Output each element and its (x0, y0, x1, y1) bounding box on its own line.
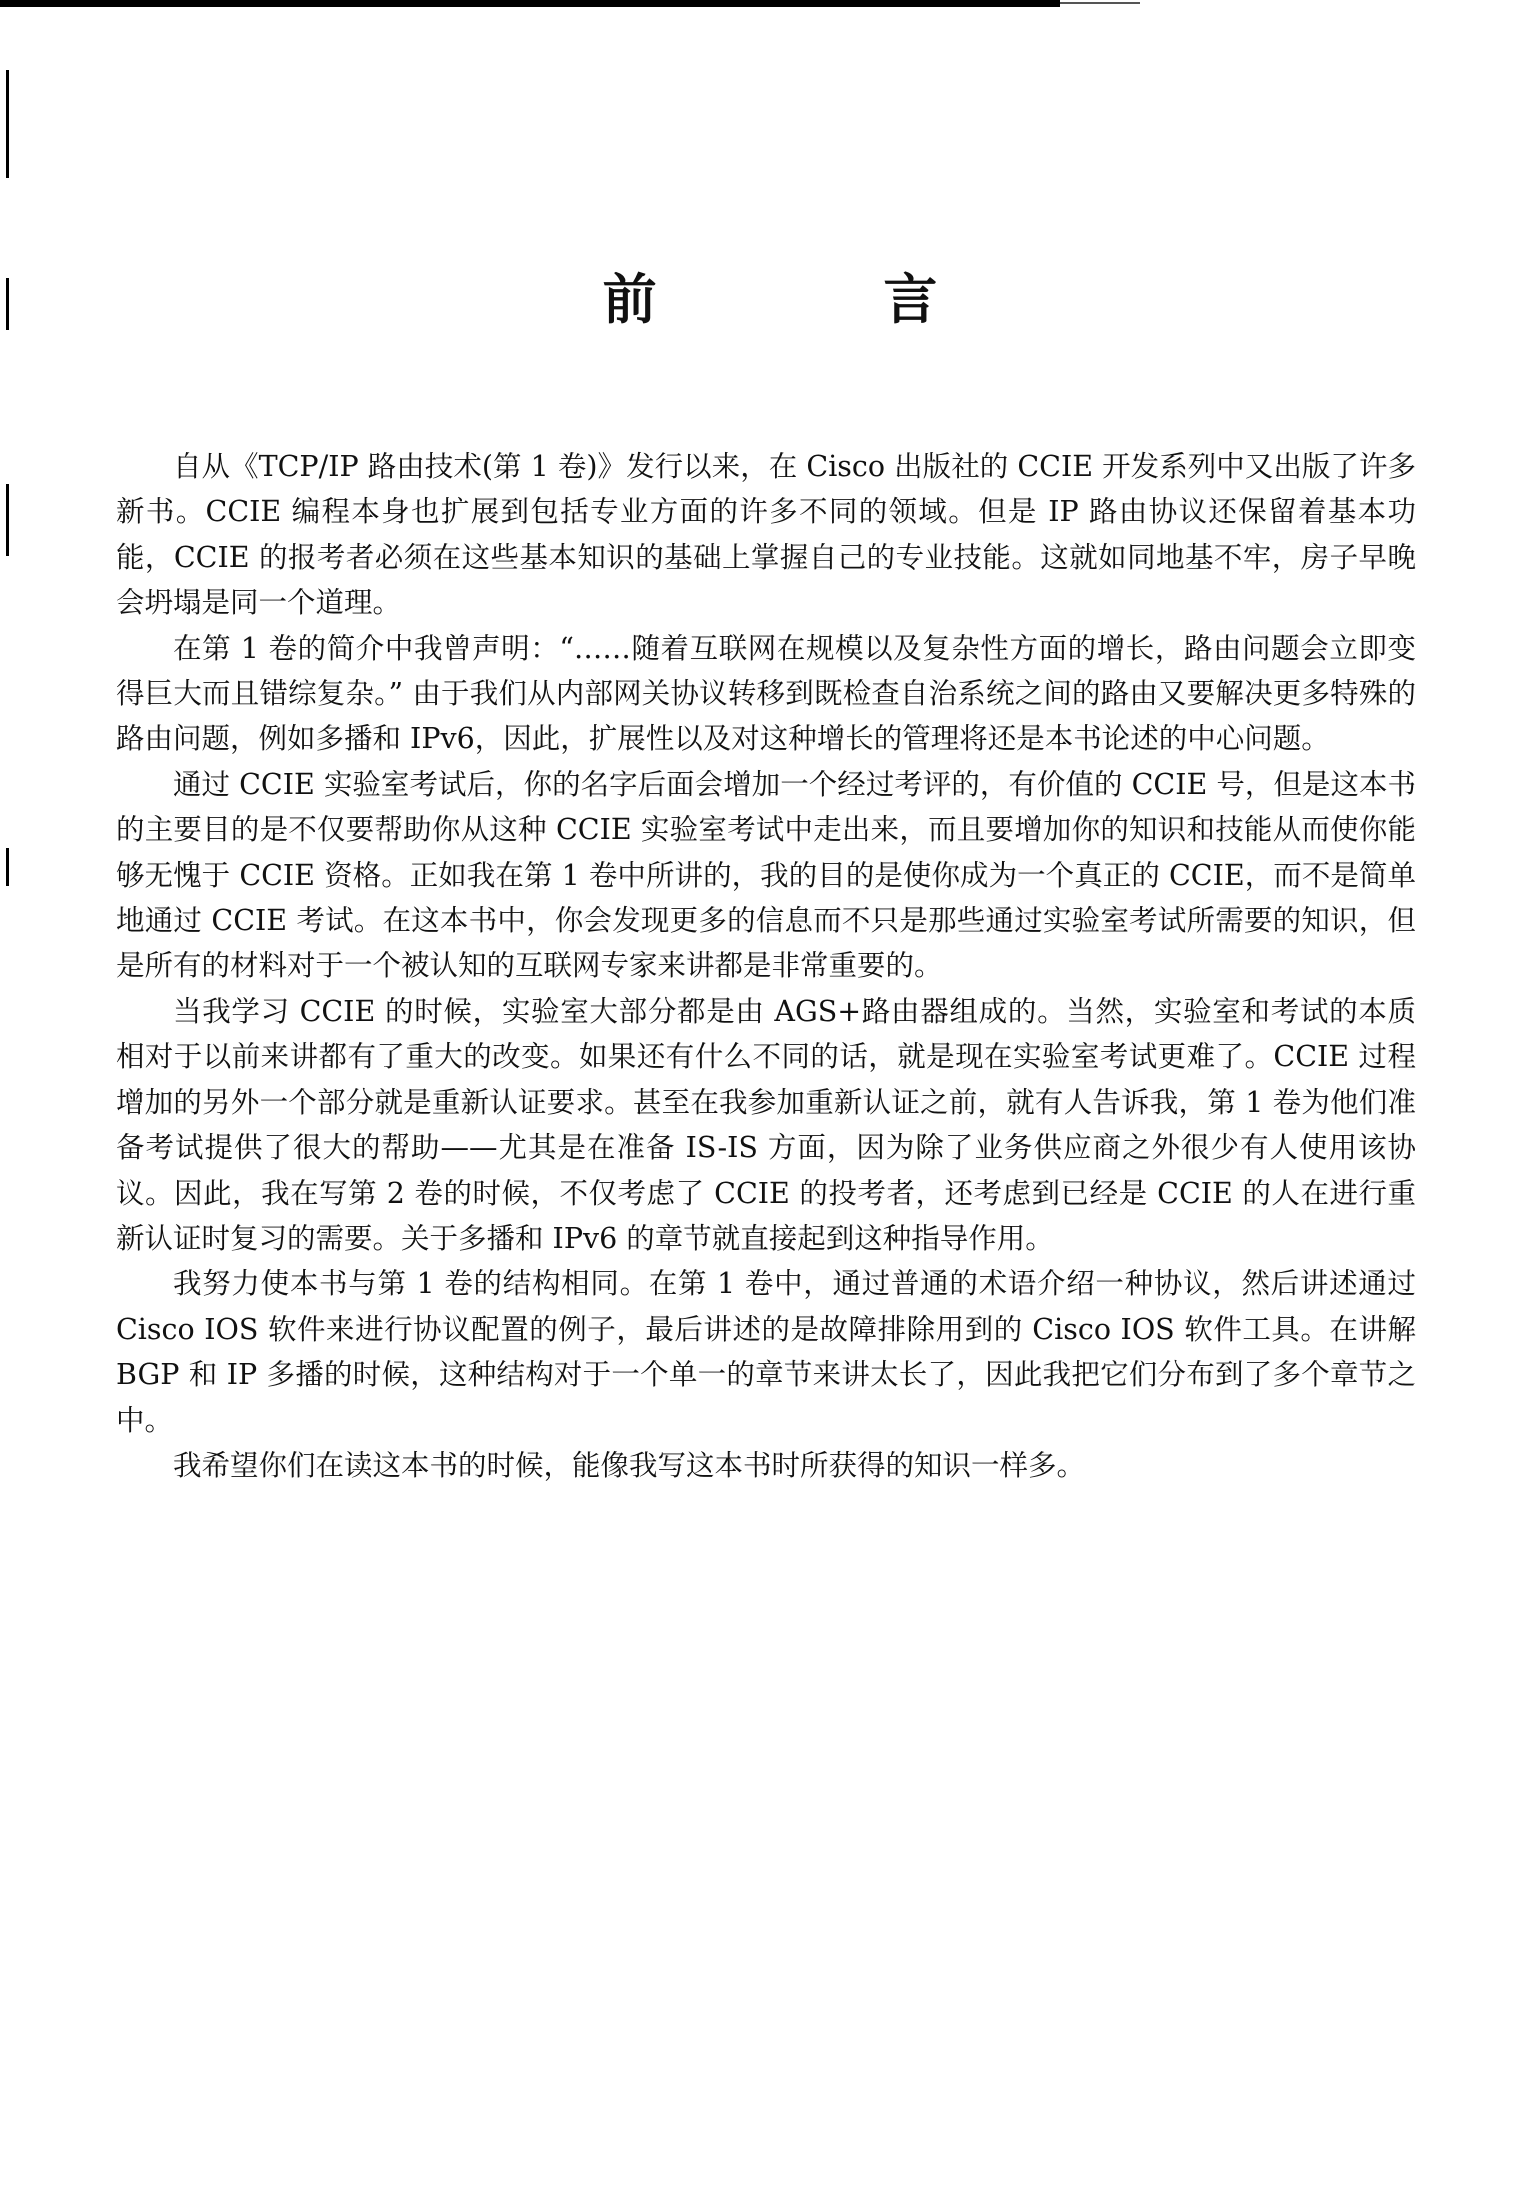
paragraph: 我希望你们在读这本书的时候，能像我写这本书时所获得的知识一样多。 (173, 1448, 1086, 1482)
scan-margin-mark (6, 484, 9, 556)
scan-margin-mark (6, 70, 9, 178)
top-border-rule-tail (1060, 2, 1140, 4)
paragraph: 我努力使本书与第 1 卷的结构相同。在第 1 卷中，通过普通的术语介绍一种协议，然后讲述通过 Cisco IOS 软件来进行协议配置的例子，最后讲述的是故障排除用到的 Cisco IOS 软件工具。在讲解 BGP 和 IP 多播的时候，这种结构对于一个单一的章节来讲太长了，因此我把它们分布到了多个章节之中。 (116, 1267, 1416, 1437)
paragraph: 在第 1 卷的简介中我曾声明：“……随着互联网在规模以及复杂性方面的增长，路由问题会立即变得巨大而且错综复杂。” 由于我们从内部网关协议转移到既检查自治系统之间的路由又要解决更多特殊的路由问题，例如多播和 IPv6，因此，扩展性以及对这种增长的管理将还是本书论述的中心问题。 (116, 631, 1416, 756)
paragraph: 当我学习 CCIE 的时候，实验室大部分都是由 AGS+路由器组成的。当然，实验室和考试的本质相对于以前来讲都有了重大的改变。如果还有什么不同的话，就是现在实验室考试更难了。CCIE 过程增加的另外一个部分就是重新认证要求。甚至在我参加重新认证之前，就有人告诉我，第 1 卷为他们准备考试提供了很大的帮助——尤其是在准备 IS-IS 方面，因为除了业务供应商之外很少有人使用该协议。因此，我在写第 2 卷的时候，不仅考虑了 CCIE 的投考者，还考虑到已经是 CCIE 的人在进行重新认证时复习的需要。关于多播和 IPv6 的章节就直接起到这种指导作用。 (116, 994, 1416, 1255)
paragraph: 通过 CCIE 实验室考试后，你的名字后面会增加一个经过考评的，有价值的 CCIE 号，但是这本书的主要目的是不仅要帮助你从这种 CCIE 实验室考试中走出来，而且要增加你的知识和技能从而使你能够无愧于 CCIE 资格。正如我在第 1 卷中所讲的，我的目的是使你成为一个真正的 CCIE，而不是简单地通过 CCIE 考试。在这本书中，你会发现更多的信息而不只是那些通过实验室考试所需要的知识，但是所有的材料对于一个被认知的互联网专家来讲都是非常重要的。 (116, 767, 1416, 983)
top-border-rule (0, 0, 1060, 7)
paragraph: 自从《TCP/IP 路由技术(第 1 卷)》发行以来，在 Cisco 出版社的 CCIE 开发系列中又出版了许多新书。CCIE 编程本身也扩展到包括专业方面的许多不同的领域。但是 IP 路由协议还保留着基本功能，CCIE 的报考者必须在这些基本知识的基础上掌握自己的专业技能。这就如同地基不牢，房子早晚会坍塌是同一个道理。 (116, 450, 1416, 620)
scan-margin-mark (6, 848, 9, 886)
page-title: 前 言 (602, 267, 1042, 331)
preface-body (116, 444, 1416, 1488)
